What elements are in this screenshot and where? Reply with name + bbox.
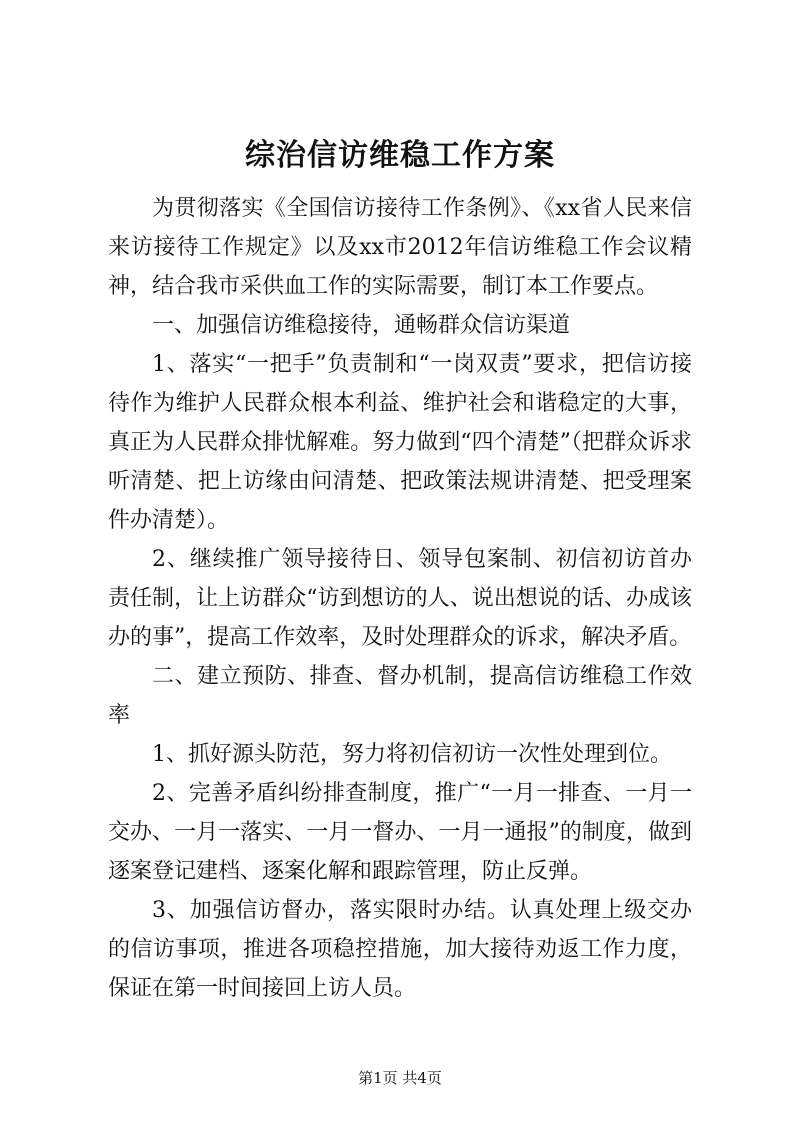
paragraph-2-2: 2、完善矛盾纠纷排查制度，推广“一月一排查、一月一交办、一月一落实、一月一督办、一月一通报”的制度，做到逐案登记建档、逐案化解和跟踪管理，防止反弹。 [108,781,692,884]
document-title: 综治信访维稳工作方案 [245,138,555,173]
paragraph-1-2: 2、继续推广领导接待日、领导包案制、初信初访首办责任制，让上访群众“访到想访的人、说出想说的话、办成该办的事”，提高工作效率，及时处理群众的诉求，解决矛盾。 [108,547,692,650]
paragraph-intro: 为贯彻落实《全国信访接待工作条例》、《xx省人民来信来访接待工作规定》以及xx市2012年信访维稳工作会议精神，结合我市采供血工作的实际需要，制订本工作要点。 [108,196,692,299]
document-body [108,189,692,1008]
section-heading-1: 一、加强信访维稳接待，通畅群众信访渠道 [152,313,571,338]
section-heading-2: 二、建立预防、排查、督办机制，提高信访维稳工作效率 [108,664,692,728]
page-footer: 第1页 共4页 [358,1069,442,1087]
paragraph-1-1: 1、落实“一把手”负责制和“一岗双责”要求，把信访接待作为维护人民群众根本利益、维护社会和谐稳定的大事，真正为人民群众排忧解难。努力做到“四个清楚”（把群众诉求听清楚、把上访缘由问清楚、把政策法规讲清楚、把受理案件办清楚）。 [108,352,692,533]
paragraph-2-1: 1、抓好源头防范，努力将初信初访一次性处理到位。 [152,742,672,767]
paragraph-2-3: 3、加强信访督办，落实限时办结。认真处理上级交办的信访事项，推进各项稳控措施，加大接待劝返工作力度，保证在第一时间接回上访人员。 [108,898,692,1001]
